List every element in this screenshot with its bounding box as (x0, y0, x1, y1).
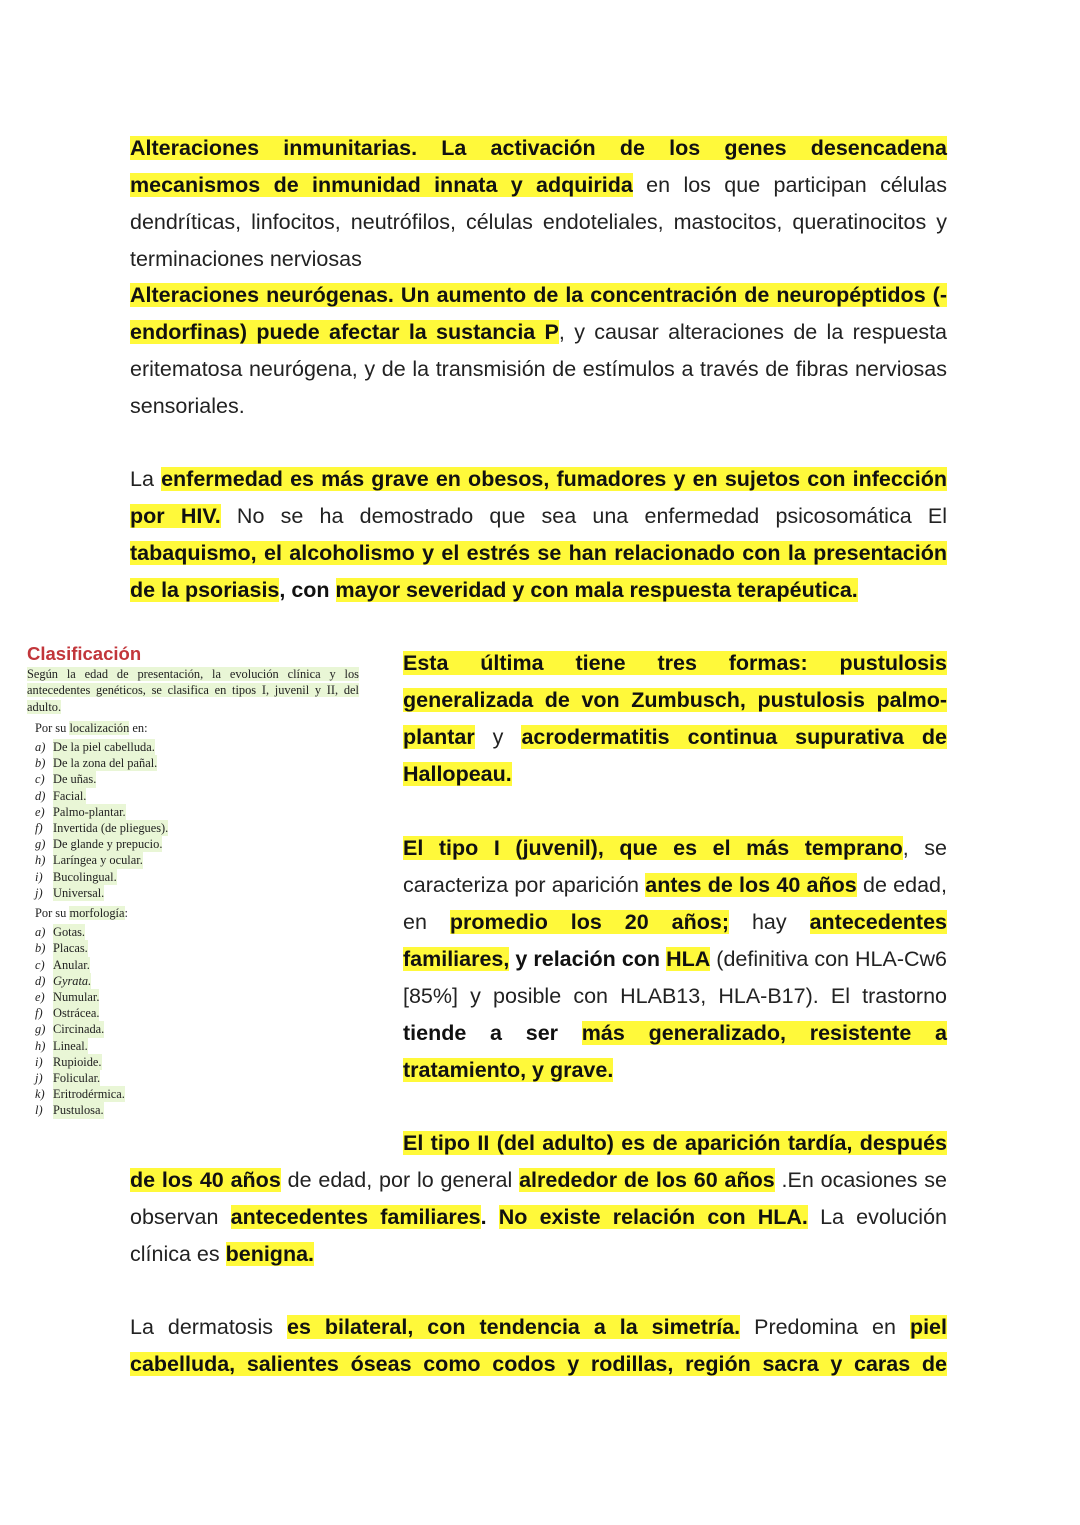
highlighted-text: Alteraciones inmunitarias. La activación de los genes desencadena mecanismos de inmunidad innata y adquirida (130, 136, 947, 197)
item-text: Placas. (53, 941, 88, 956)
morfologia-item (35, 1005, 359, 1021)
morfologia-item (35, 973, 359, 989)
morfologia-item (35, 1086, 359, 1102)
paragraph-alteraciones-inmunitarias (130, 130, 947, 278)
morfologia-item (35, 1102, 359, 1118)
item-letter: i) (35, 1054, 43, 1069)
highlighted-text: El tipo I (juvenil), que es el más temprano (403, 836, 903, 860)
localizacion-item (35, 836, 359, 852)
localizacion-item (35, 755, 359, 771)
item-letter: j) (35, 1071, 43, 1086)
item-text: Circinada. (53, 1022, 105, 1037)
morfologia-list (35, 924, 359, 1118)
item-letter: e) (35, 990, 45, 1005)
item-letter: k) (35, 1087, 45, 1102)
item-letter: e) (35, 804, 45, 819)
localizacion-item (35, 788, 359, 804)
localizacion-item (35, 820, 359, 836)
paragraph-formas-pustulosas (403, 645, 947, 793)
highlighted-text: Alteraciones neurógenas. Un aumento de la concentración de neuropéptidos (-endorfinas) puede afectar la sustancia P (130, 283, 947, 344)
text-segment: , se caracteriza por aparición (403, 836, 947, 897)
item-text: Folicular. (53, 1071, 101, 1086)
clasificacion-intro-text: Según la edad de presentación, la evolución clínica y los antecedentes genéticos, se clasifica en tipos I, juvenil y II, del adulto. (27, 667, 359, 714)
highlighted-text: antes de los 40 años (645, 873, 857, 897)
highlighted-text: mayor severidad y con mala respuesta terapéutica. (335, 578, 858, 602)
item-text: Rupioide. (53, 1054, 102, 1069)
highlighted-text: No existe relación con HLA. (498, 1205, 808, 1229)
morfologia-heading (35, 905, 359, 921)
item-letter: l) (35, 1103, 43, 1118)
item-text: Bucolingual. (53, 869, 117, 884)
highlighted-text: antecedentes familiares, (403, 910, 947, 971)
item-text: Palmo-plantar. (53, 804, 126, 819)
item-text: De uñas. (53, 772, 97, 787)
morfologia-item (35, 957, 359, 973)
localizacion-label: localización (69, 720, 130, 735)
item-letter: d) (35, 973, 46, 988)
morfologia-item (35, 1038, 359, 1054)
localizacion-item (35, 885, 359, 901)
highlighted-text: tabaquismo, el alcoholismo y el estrés se han relacionado con la presentación de la psoriasis (130, 541, 947, 602)
paragraph-tipo-1 (403, 830, 947, 1089)
text-segment: , con (279, 578, 336, 602)
morfologia-item (35, 940, 359, 956)
morfologia-item (35, 1070, 359, 1086)
text-segment: tiende a ser (403, 1021, 582, 1045)
clasificacion-intro (27, 666, 359, 715)
item-letter: c) (35, 957, 45, 972)
item-letter: j) (35, 885, 43, 900)
text-segment: La evolución clínica es (130, 1205, 947, 1266)
highlighted-text: antecedentes familiares (230, 1205, 481, 1229)
paragraph-tipo-2 (130, 1125, 947, 1273)
morfologia-label: morfología (69, 906, 125, 921)
text-segment: . (480, 1205, 499, 1229)
item-letter: h) (35, 853, 46, 868)
text-segment: de edad, por lo general (280, 1168, 520, 1192)
item-letter: h) (35, 1038, 46, 1053)
localizacion-item (35, 852, 359, 868)
highlighted-text: más generalizado, resistente a tratamiento, y grave. (403, 1021, 947, 1082)
item-text: De la zona del pañal. (53, 756, 158, 771)
item-text: Facial. (53, 788, 87, 803)
text-segment: Predomina en (740, 1315, 910, 1339)
text-segment: y relación con (509, 947, 667, 971)
morfologia-item (35, 1054, 359, 1070)
localizacion-item (35, 739, 359, 755)
text-segment: y (474, 725, 522, 749)
item-text: De la piel cabelluda. (53, 740, 155, 755)
item-text: Invertida (de pliegues). (53, 821, 169, 836)
item-letter: f) (35, 821, 43, 836)
item-text: Lineal. (53, 1038, 88, 1053)
text-segment: (definitiva con HLA-Cw6 [85%] y posible con HLAB13, HLA-B17). El trastorno (403, 947, 947, 1008)
highlighted-text: alrededor de los 60 años (519, 1168, 775, 1192)
localizacion-heading (35, 720, 359, 736)
item-text: Ostrácea. (53, 1006, 100, 1021)
localizacion-prefix: Por su (35, 720, 70, 735)
text-segment: La (130, 467, 162, 491)
item-letter: g) (35, 837, 46, 852)
highlighted-text: HLA (666, 947, 711, 971)
item-text: Eritrodérmica. (53, 1087, 125, 1102)
highlighted-text: acrodermatitis continua supurativa de Hallopeau. (403, 725, 947, 786)
clasificacion-title: Clasificación (27, 643, 142, 664)
morfologia-item (35, 1021, 359, 1037)
morfologia-prefix: Por su (35, 906, 70, 921)
item-letter: d) (35, 788, 46, 803)
highlighted-text: benigna. (225, 1242, 315, 1266)
highlighted-text: enfermedad es más grave en obesos, fumadores y en sujetos con infección por HIV. (130, 467, 947, 528)
highlighted-text: promedio los 20 años; (449, 910, 729, 934)
item-letter: i) (35, 869, 43, 884)
highlighted-text: es bilateral, con tendencia a la simetría. (287, 1315, 741, 1339)
localizacion-item (35, 771, 359, 787)
item-text: Pustulosa. (53, 1103, 104, 1118)
item-letter: f) (35, 1006, 43, 1021)
morfologia-item (35, 924, 359, 940)
item-text: Laríngea y ocular. (53, 853, 143, 868)
item-letter: g) (35, 1022, 46, 1037)
item-letter: a) (35, 740, 46, 755)
text-segment: No se ha demostrado que sea una enfermedad psicosomática El (220, 504, 947, 528)
item-text: De glande y prepucio. (53, 837, 163, 852)
item-text: Gotas. (53, 925, 86, 940)
localizacion-suffix: en: (129, 720, 148, 735)
item-letter: b) (35, 756, 46, 771)
paragraph-alteraciones-neurogenas (130, 277, 947, 425)
item-text: Gyrata. (53, 973, 92, 988)
paragraph-dermatosis (130, 1309, 947, 1383)
highlighted-text: Esta última tiene tres formas: pustulosis generalizada de von Zumbusch, pustulosis palmo-plantar (403, 651, 947, 749)
localizacion-item (35, 804, 359, 820)
morfologia-item (35, 989, 359, 1005)
text-segment: de edad, en (403, 873, 947, 934)
text-segment: , y causar alteraciones de la respuesta eritematosa neurógena, y de la transmisión de estímulos a través de fibras nerviosas sensoriales. (130, 320, 948, 418)
text-segment: hay (729, 910, 810, 934)
text-segment: La dermatosis (130, 1315, 288, 1339)
paragraph-factores-gravedad (130, 461, 947, 609)
item-text: Anular. (53, 957, 90, 972)
highlighted-text: El tipo II (del adulto) es de aparición tardía, después de los 40 años (130, 1131, 947, 1192)
text-segment: en los que participan células dendríticas, linfocitos, neutrófilos, células endoteliales, mastocitos, queratinocitos y terminaciones nerviosas (130, 173, 947, 271)
morfologia-suffix: : (124, 906, 128, 921)
localizacion-item (35, 869, 359, 885)
localizacion-list (35, 739, 359, 901)
item-letter: b) (35, 941, 46, 956)
text-segment: .En ocasiones se observan (130, 1168, 948, 1229)
item-letter: a) (35, 925, 46, 940)
item-letter: c) (35, 772, 45, 787)
highlighted-text: piel cabelluda, salientes óseas como codos y rodillas, región sacra y caras de (130, 1315, 947, 1376)
item-text: Numular. (53, 990, 100, 1005)
item-text: Universal. (53, 885, 105, 900)
clasificacion-figure (27, 643, 359, 1123)
